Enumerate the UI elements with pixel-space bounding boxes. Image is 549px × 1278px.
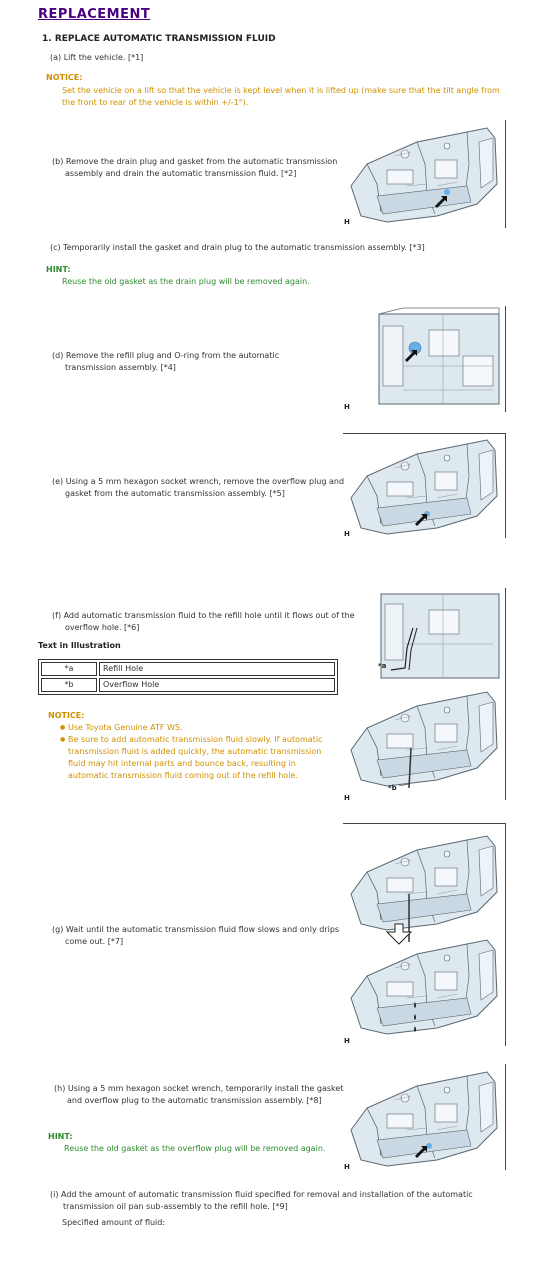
figure-label-h: H	[344, 1037, 350, 1045]
figure-drip	[343, 823, 506, 1046]
page-title: REPLACEMENT	[38, 7, 151, 22]
figure-add-fluid	[343, 588, 506, 800]
notice-list	[52, 722, 338, 782]
figure-label-h: H	[344, 1163, 350, 1171]
notice-item: ● Be sure to add automatic transmission fluid slowly. If automatic transmission fluid is added quickly, the automatic transmission fluid may hit internal parts and bounce back, resulting in automatic transmission fluid coming out of the refill hole.	[62, 734, 338, 782]
table-row	[41, 678, 335, 692]
transmission-illustration	[343, 824, 503, 1046]
figure-drain-plug	[343, 120, 506, 228]
notice-heading: NOTICE:	[48, 711, 85, 720]
figure-label-h: H	[344, 794, 350, 802]
figure-label-h: H	[344, 403, 350, 411]
step-g: (g) Wait until the automatic transmission fluid flow slows and only drips come out. [*7]	[52, 925, 340, 946]
transmission-illustration	[343, 1064, 503, 1170]
step-b: (b) Remove the drain plug and gasket from the automatic transmission assembly and drain the automatic transmission fluid. [*2]	[52, 157, 338, 178]
figure-install-overflow-plug	[343, 1064, 506, 1170]
step-e: (e) Using a 5 mm hexagon socket wrench, remove the overflow plug and gasket from the automatic transmission assembly. [*5]	[52, 477, 345, 498]
step-c: (c) Temporarily install the gasket and drain plug to the automatic transmission assembly. [*3]	[50, 243, 425, 252]
figure-label-h: H	[344, 530, 350, 538]
figure-overflow-plug	[343, 433, 506, 538]
specified-amount-label: Specified amount of fluid:	[62, 1218, 166, 1227]
text-in-illustration-heading: Text in Illustration	[38, 641, 121, 650]
transmission-illustration	[343, 588, 503, 800]
step-f: (f) Add automatic transmission fluid to the refill hole until it flows out of the overflow hole. [*6]	[52, 611, 355, 632]
table-cell-value: Overflow Hole	[99, 678, 335, 692]
step-a: (a) Lift the vehicle. [*1]	[50, 53, 144, 62]
transmission-illustration	[343, 434, 503, 538]
figure-label-h: H	[344, 218, 350, 226]
notice-text: Set the vehicle on a lift so that the vehicle is kept level when it is lifted up (make sure that the tilt angle from the front to rear of the vehicle is within +/-1°).	[62, 86, 500, 107]
table-cell-key: *b	[41, 678, 97, 692]
table-cell-value: Refill Hole	[99, 662, 335, 676]
overflow-hole-callout: *b	[388, 784, 397, 792]
hint-text: Reuse the old gasket as the drain plug will be removed again.	[62, 277, 310, 286]
hint-text: Reuse the old gasket as the overflow plug will be removed again.	[64, 1144, 326, 1153]
notice-heading: NOTICE:	[46, 73, 83, 82]
transmission-illustration	[343, 306, 503, 412]
hint-heading: HINT:	[48, 1132, 73, 1141]
refill-hole-callout: *a	[378, 662, 387, 670]
hint-heading: HINT:	[46, 265, 71, 274]
step-d: (d) Remove the refill plug and O-ring from the automatic transmission assembly. [*4]	[52, 351, 280, 372]
figure-refill-plug	[343, 306, 506, 412]
transmission-illustration	[343, 120, 503, 228]
text-in-illustration-table	[38, 659, 338, 695]
step-h: (h) Using a 5 mm hexagon socket wrench, temporarily install the gasket and overflow plug to the automatic transmission assembly. [*8]	[54, 1084, 344, 1105]
table-cell-key: *a	[41, 662, 97, 676]
table-row	[41, 662, 335, 676]
section-heading: 1. REPLACE AUTOMATIC TRANSMISSION FLUID	[42, 34, 276, 44]
notice-item: ● Use Toyota Genuine ATF WS.	[62, 722, 338, 734]
step-i: (i) Add the amount of automatic transmission fluid specified for removal and installation of the automatic transmission oil pan sub-assembly to the refill hole. [*9]	[50, 1190, 473, 1211]
